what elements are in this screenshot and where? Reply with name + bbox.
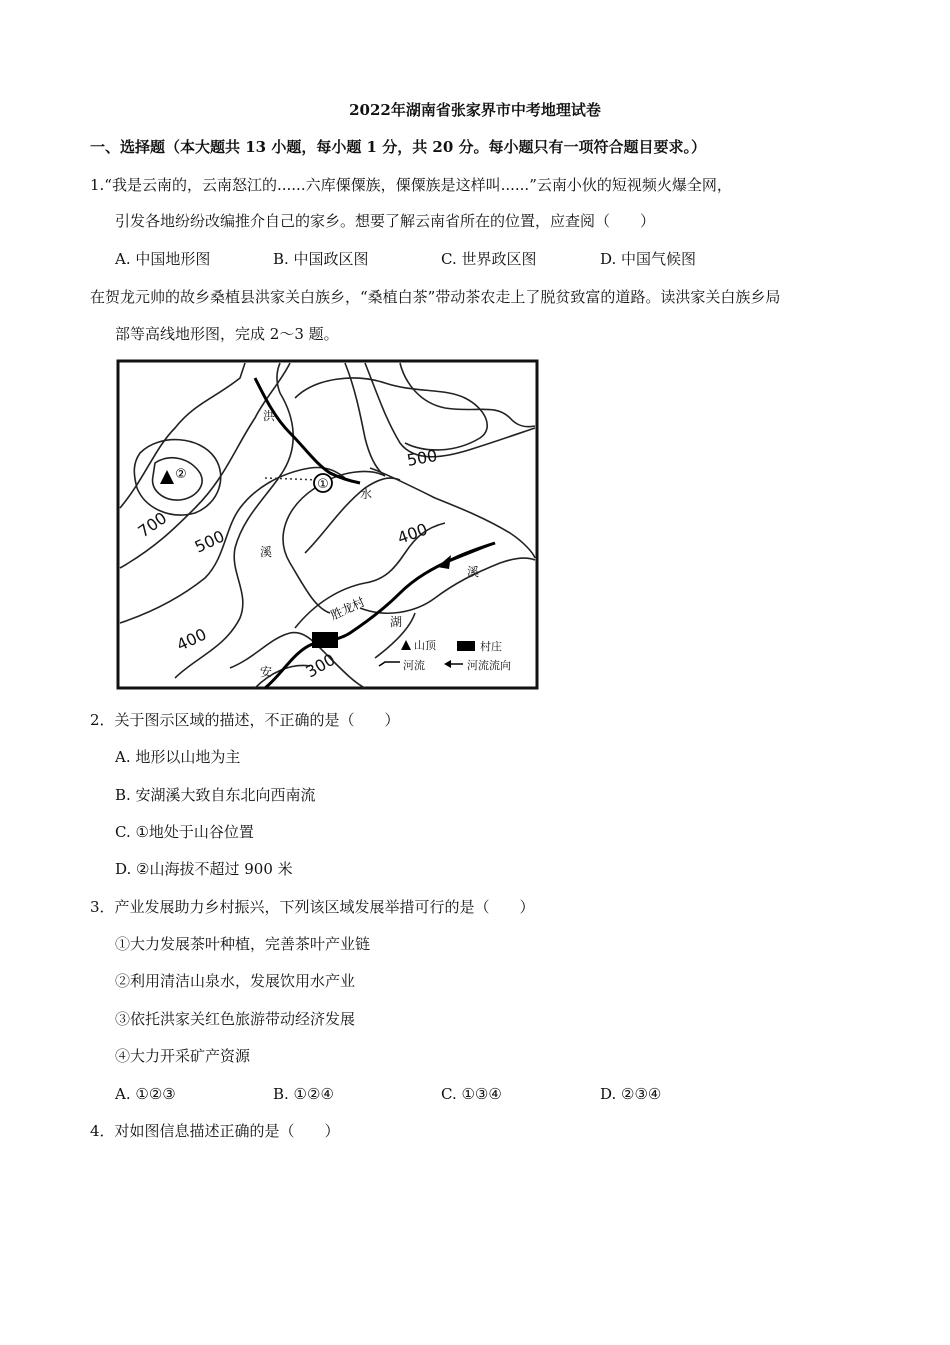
q2-option-a: A. 地形以山地为主 [115,748,241,766]
q1-option-c: C. 世界政区图 [441,250,537,268]
section-heading: 一、选择题（本大题共 13 小题，每小题 1 分，共 20 分。每小题只有一项符合题目要求。） [90,138,707,156]
q2-option-d: D. ②山海拔不超过 900 米 [115,860,293,878]
village-label: 胜龙村 [328,594,367,623]
q3-item-3: ③依托洪家关红色旅游带动经济发展 [115,1010,356,1028]
q2-option-b: B. 安湖溪大致自东北向西南流 [115,786,316,804]
river-char: 溪 [260,545,273,559]
legend-river-label: 河流 [403,659,425,672]
q3-item-1: ①大力发展茶叶种植，完善茶叶产业链 [115,935,371,953]
legend-peak-label: 山顶 [414,639,436,652]
point-2-label: ② [175,467,187,482]
q3-item-2: ②利用清洁山泉水，发展饮用水产业 [115,972,356,990]
contour-label: 500 [405,445,439,470]
legend-village-label: 村庄 [480,640,502,653]
point-1-label: ① [317,477,329,492]
contour-label: 400 [394,519,431,548]
legend-flow-label: 河流流向 [467,659,511,672]
river-char: 湖 [390,615,403,629]
contour-label: 700 [134,508,171,542]
q1-option-d: D. 中国气候图 [600,250,697,268]
contour-label: 400 [173,624,210,655]
river-char: 安 [260,665,273,679]
q3-option-c: C. ①③④ [441,1085,502,1103]
question-3-stem: 3．产业发展助力乡村振兴，下列该区域发展举措可行的是（ ） [90,898,535,916]
river-char: 水 [360,487,373,501]
q3-option-b: B. ①②④ [273,1085,334,1103]
q3-option-d: D. ②③④ [600,1085,662,1103]
contour-label: 300 [302,649,339,682]
q3-item-4: ④大力开采矿产资源 [115,1047,251,1065]
question-2-stem: 2．关于图示区域的描述，不正确的是（ ） [90,711,400,729]
contour-label: 500 [191,526,228,557]
village-icon [312,632,338,648]
q2-option-c: C. ①地处于山谷位置 [115,823,254,841]
question-1-line1: 1.“我是云南的，云南怒江的......六库傈僳族，傈僳族是这样叫......”云南小伙的短视频火爆全网， [90,176,732,194]
question-1-line2: 引发各地纷纷改编推介自己的家乡。想要了解云南省所在的位置，应查阅（ ） [115,212,656,230]
passage-line2: 部等高线地形图，完成 2～3 题。 [115,325,339,343]
legend-village-icon [457,641,475,651]
contour-map [115,358,540,691]
river-char: 溪 [467,565,480,579]
q1-option-a: A. 中国地形图 [115,250,211,268]
question-4-stem: 4．对如图信息描述正确的是（ ） [90,1122,340,1140]
river-char: 洪 [263,409,276,423]
contour-map-svg [115,358,540,691]
page-title: 2022年湖南省张家界市中考地理试卷 [349,101,601,119]
passage-line1: 在贺龙元帅的故乡桑植县洪家关白族乡，“桑植白茶”带动茶农走上了脱贫致富的道路。读洪家关白族乡局 [90,288,781,306]
q3-option-a: A. ①②③ [115,1085,176,1103]
q1-option-b: B. 中国政区图 [273,250,369,268]
